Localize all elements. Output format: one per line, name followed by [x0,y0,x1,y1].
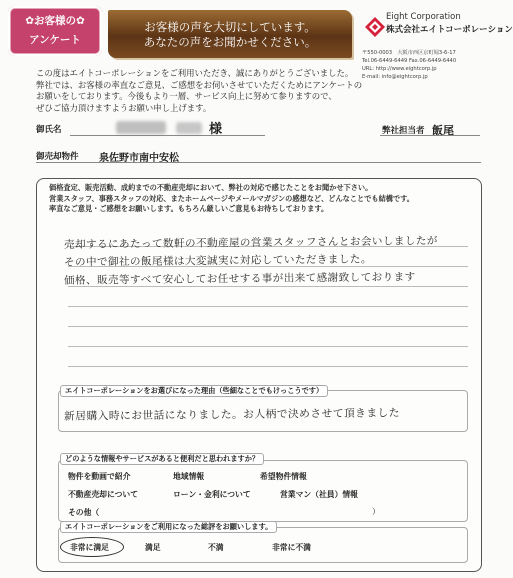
handwritten-comment-line: 売却するにあたって数軒の不動産屋の営業スタッフさんとお会いしましたが [63,235,438,251]
company-email: E-mail: info@eightcorp.jp [362,74,428,80]
survey-badge [8,6,102,56]
handwritten-comment-line: その中で御社の飯尾様は大変誠実に対応していただきました。 [63,253,372,269]
intro-line: ぜひご協力頂けますようお願い申し上げます。 [36,102,212,113]
satisfaction-option[interactable]: 非常に満足 [70,543,109,552]
staff-field-line [380,135,480,136]
company-name-en: Eight Corporation [386,12,461,22]
company-url: URL: http://www.eightcorp.jp [362,66,437,72]
property-value: 泉佐野市南中安松 [99,153,179,164]
ruled-line [68,366,468,367]
property-label: 御売却物件 [36,152,79,162]
company-address-block [362,49,456,81]
banner-line2: あなたの声をお聞かせください。 [143,35,317,49]
badge-line1: ✿お客様の✿ [25,15,85,27]
honorific: 様 [209,122,223,137]
name-label: 御氏名 [36,125,62,135]
redacted-name [116,121,166,134]
service-option[interactable]: 物件を動画で紹介 [68,472,131,481]
service-option[interactable]: ローン・金利について [173,490,251,499]
header-banner [108,10,352,58]
intro-text [36,68,362,114]
ruled-line [68,306,468,307]
intro-line: この度はエイトコーポレーションをご利用いただき、誠にありがとうございました。 [36,68,354,78]
instruction-line: 価格査定、販売活動、成約までの不動産売却において、弊社の対応で感じたことをお聞かせ下さい。 [49,183,373,192]
service-option[interactable]: 営業マン（社員）情報 [280,490,358,499]
comment-instructions [49,183,414,215]
company-name-ja: 株式会社エイトコーポレーション [386,25,513,35]
service-option[interactable]: 地域情報 [173,472,205,481]
service-other-label[interactable]: その他（ [68,508,100,517]
ruled-line [68,346,468,347]
instruction-line: 率直なご意見・ご感想をお願いします。もちろん厳しいご意見もお待ちしております。 [49,204,329,213]
banner-line1: お客様の声を大切にしています。 [144,20,316,34]
redacted-name [176,122,202,134]
staff-name: 飯尾 [432,124,454,137]
intro-line: お願いをしております。今後もより一層、サービス向上に努めて参りますので、 [36,91,337,101]
satisfaction-option[interactable]: 非常に不満 [272,543,311,552]
service-option[interactable]: 不動産売却について [68,490,139,499]
staff-label: 弊社担当者 [382,126,425,136]
ruled-line [68,326,468,327]
company-tel-fax: Tel.06-6449-6449 Fax.06-6449-6440 [362,58,457,64]
reason-header: エイトコーポレーションをお選びになった理由（些細なことでもけっこうです） [60,385,328,397]
property-field-line [36,162,481,163]
satisfaction-header: エイトコーポレーションをご利用になった総評をお願いします。 [60,521,277,533]
instruction-line: 営業スタッフ、事務スタッフの対応、またホームページやメールマガジンの感想など、どんなことでも結構です。 [49,193,414,203]
company-address: 〒550-0003 大阪市西区京町堀3-6-17 [362,50,456,56]
handwritten-comment-line: 価格、販売等すべて安心してお任せする事が出来て感謝致しております [63,271,416,287]
name-field-line [70,135,265,136]
intro-line: 弊社では、お客様の率直なご意見、ご感想をお伺いさせていただくためにアンケートの [36,79,363,90]
handwritten-reason: 新居購入時にお世話になりました。お人柄で決めさせて頂きました [63,406,400,423]
service-option[interactable]: 希望物件情報 [260,472,307,481]
diamond-logo-icon [364,16,386,38]
services-header: どのような情報やサービスがあると便利だと思われますか？ [60,453,264,465]
service-other-close: ） [372,507,380,516]
badge-line2: アンケート [29,34,81,46]
satisfaction-option[interactable]: 満足 [145,543,161,552]
satisfaction-option[interactable]: 不満 [208,543,224,552]
